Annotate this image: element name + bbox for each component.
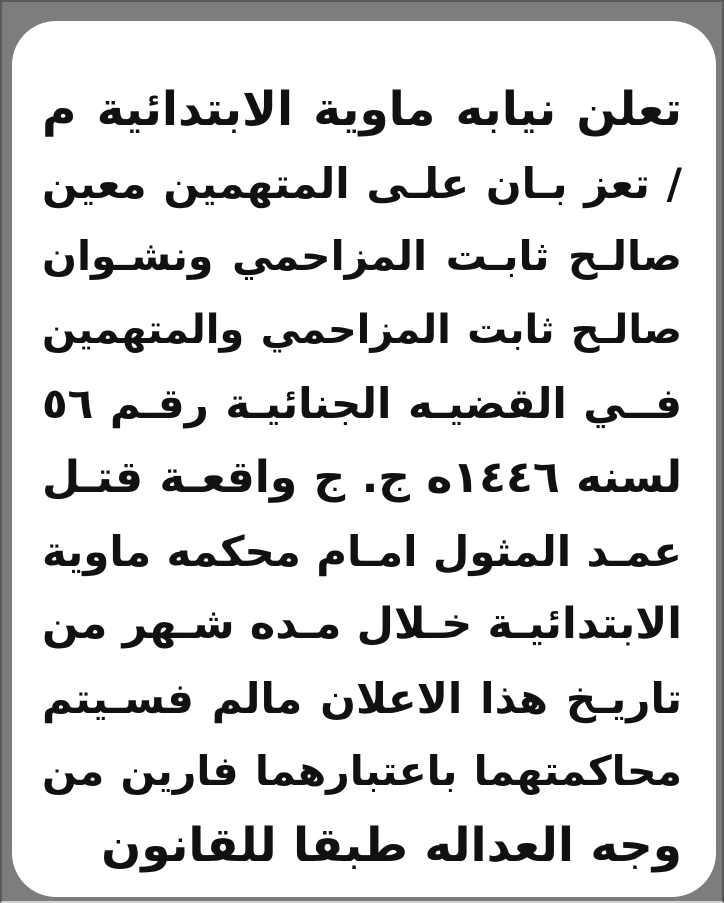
notice-line-10: محاكمتهما باعتبارهما فارين من <box>42 747 682 796</box>
notice-line-4: صالـح ثابت المزاحمي والمتهمين <box>42 306 682 353</box>
notice-body <box>42 73 682 883</box>
notice-line-5: فــي القضيـه الجنائيـة رقـم ٥٦ <box>42 379 682 429</box>
notice-line-3: صالـح ثابـت المزاحمي ونشـوان <box>42 232 682 281</box>
notice-line-8: الابتدائيـة خـلال مـده شـهر من <box>42 599 682 650</box>
notice-line-11: وجه العداله طبقا للقانون <box>101 817 682 873</box>
notice-line-6: لسنه ١٤٤٦ه ج. ج واقعـة قتـل <box>42 451 682 503</box>
notice-line-7: عمـد المثول امـام محكمه ماوية <box>42 526 682 576</box>
notice-line-1: تعلن نيابه ماوية الابتدائية م <box>42 82 682 137</box>
notice-line-9: تاريـخ هذا الاعلان مالم فسـيتم <box>42 673 682 723</box>
notice-card <box>12 21 716 897</box>
notice-line-2: / تعز بـان علـى المتهمين معين <box>42 158 682 208</box>
